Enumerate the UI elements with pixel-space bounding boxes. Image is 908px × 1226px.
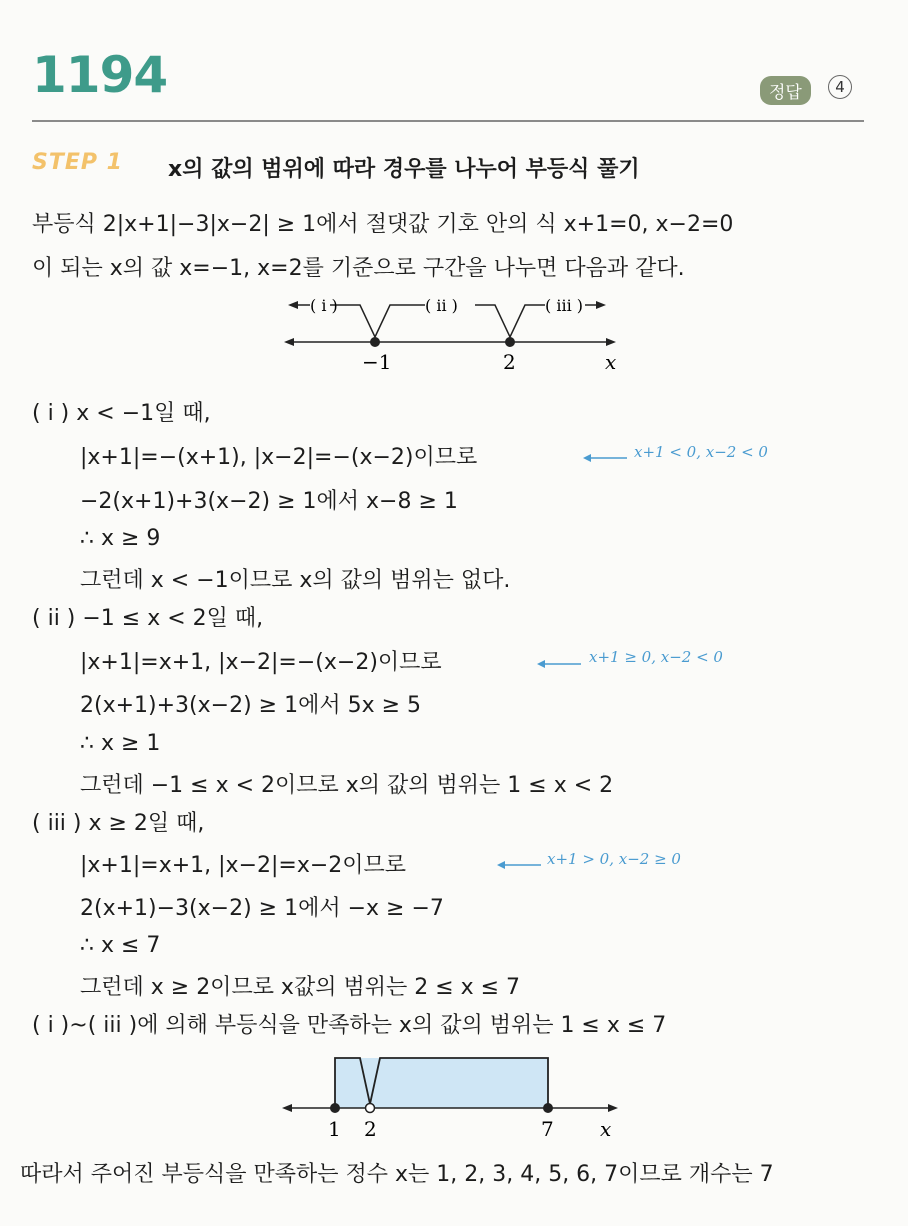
combined-result: ( i )~( iii )에 의해 부등식을 만족하는 x의 값의 범위는 1 ≤ x ≤ 7 bbox=[32, 1013, 667, 1038]
case-iii-note-arrow bbox=[497, 855, 541, 874]
case-i-line-3: ∴ x ≥ 9 bbox=[80, 526, 161, 551]
axis-right-arrow bbox=[606, 338, 616, 346]
divider bbox=[32, 120, 864, 122]
case-i-line-4: 그런데 x < −1이므로 x의 값의 범위는 없다. bbox=[80, 568, 511, 593]
case-i-arrow bbox=[288, 301, 298, 309]
tick-2: 2 bbox=[364, 1117, 377, 1141]
tick-1: 1 bbox=[328, 1117, 341, 1141]
number-line-solution bbox=[270, 1050, 630, 1145]
case-ii-line-1: |x+1|=x+1, |x−2|=−(x−2)이므로 bbox=[80, 650, 442, 675]
tick-7: 7 bbox=[541, 1117, 554, 1141]
intro-line-2: 이 되는 x의 값 x=−1, x=2를 기준으로 구간을 나누면 다음과 같다. bbox=[32, 256, 685, 281]
case-ii-line-3: ∴ x ≥ 1 bbox=[80, 731, 161, 756]
case-iii-label: ( iii ) bbox=[545, 296, 584, 315]
case-i-note: x+1 < 0, x−2 < 0 bbox=[634, 443, 768, 461]
axis-label-x: x bbox=[605, 350, 617, 374]
shade-2-7 bbox=[370, 1058, 548, 1108]
case-iii-line-3: ∴ x ≤ 7 bbox=[80, 933, 161, 958]
case-i-note-arrow bbox=[583, 448, 627, 467]
case-ii-line-4: 그런데 −1 ≤ x < 2이므로 x의 값의 범위는 1 ≤ x < 2 bbox=[80, 773, 614, 798]
step-label: STEP 1 bbox=[32, 150, 123, 175]
number-line-cases bbox=[270, 285, 630, 380]
case-ii-note-arrow bbox=[537, 654, 581, 673]
answer-value: 4 bbox=[828, 75, 852, 99]
case-ii-note: x+1 ≥ 0, x−2 < 0 bbox=[589, 648, 723, 666]
tick-neg1: −1 bbox=[362, 350, 392, 374]
answer-badge: 정답 bbox=[760, 76, 811, 105]
axis-left-arrow bbox=[282, 1104, 292, 1112]
point-7 bbox=[543, 1103, 553, 1113]
case-iii-note: x+1 > 0, x−2 ≥ 0 bbox=[547, 850, 681, 868]
axis-label-x: x bbox=[600, 1117, 612, 1141]
case-i-line-2: −2(x+1)+3(x−2) ≥ 1에서 x−8 ≥ 1 bbox=[80, 489, 458, 514]
axis-right-arrow bbox=[608, 1104, 618, 1112]
case-i-line-1: |x+1|=−(x+1), |x−2|=−(x−2)이므로 bbox=[80, 445, 478, 470]
point-neg1 bbox=[370, 337, 380, 347]
case-iii-line-1: |x+1|=x+1, |x−2|=x−2이므로 bbox=[80, 853, 407, 878]
tick-2: 2 bbox=[503, 350, 516, 374]
step-heading: x의 값의 범위에 따라 경우를 나누어 부등식 풀기 bbox=[168, 157, 640, 182]
case-ii-heading: ( ii ) −1 ≤ x < 2일 때, bbox=[32, 606, 264, 631]
case-ii-label: ( ii ) bbox=[425, 296, 458, 315]
case-i-heading: ( i ) x < −1일 때, bbox=[32, 401, 211, 426]
conclusion: 따라서 주어진 부등식을 만족하는 정수 x는 1, 2, 3, 4, 5, 6, 7이므로 개수는 7 bbox=[20, 1162, 774, 1187]
point-2 bbox=[366, 1104, 375, 1113]
axis-left-arrow bbox=[284, 338, 294, 346]
case-iii-arrow bbox=[596, 301, 606, 309]
point-2 bbox=[505, 337, 515, 347]
case-i-label: ( i ) bbox=[310, 296, 338, 315]
intro-line-1: 부등식 2|x+1|−3|x−2| ≥ 1에서 절댓값 기호 안의 식 x+1=0, x−2=0 bbox=[32, 212, 734, 237]
case-iii-line-4: 그런데 x ≥ 2이므로 x값의 범위는 2 ≤ x ≤ 7 bbox=[80, 975, 521, 1000]
point-1 bbox=[330, 1103, 340, 1113]
problem-number: 1194 bbox=[32, 46, 168, 104]
case-iii-heading: ( iii ) x ≥ 2일 때, bbox=[32, 811, 205, 836]
case-ii-line-2: 2(x+1)+3(x−2) ≥ 1에서 5x ≥ 5 bbox=[80, 693, 422, 718]
case-iii-line-2: 2(x+1)−3(x−2) ≥ 1에서 −x ≥ −7 bbox=[80, 896, 444, 921]
